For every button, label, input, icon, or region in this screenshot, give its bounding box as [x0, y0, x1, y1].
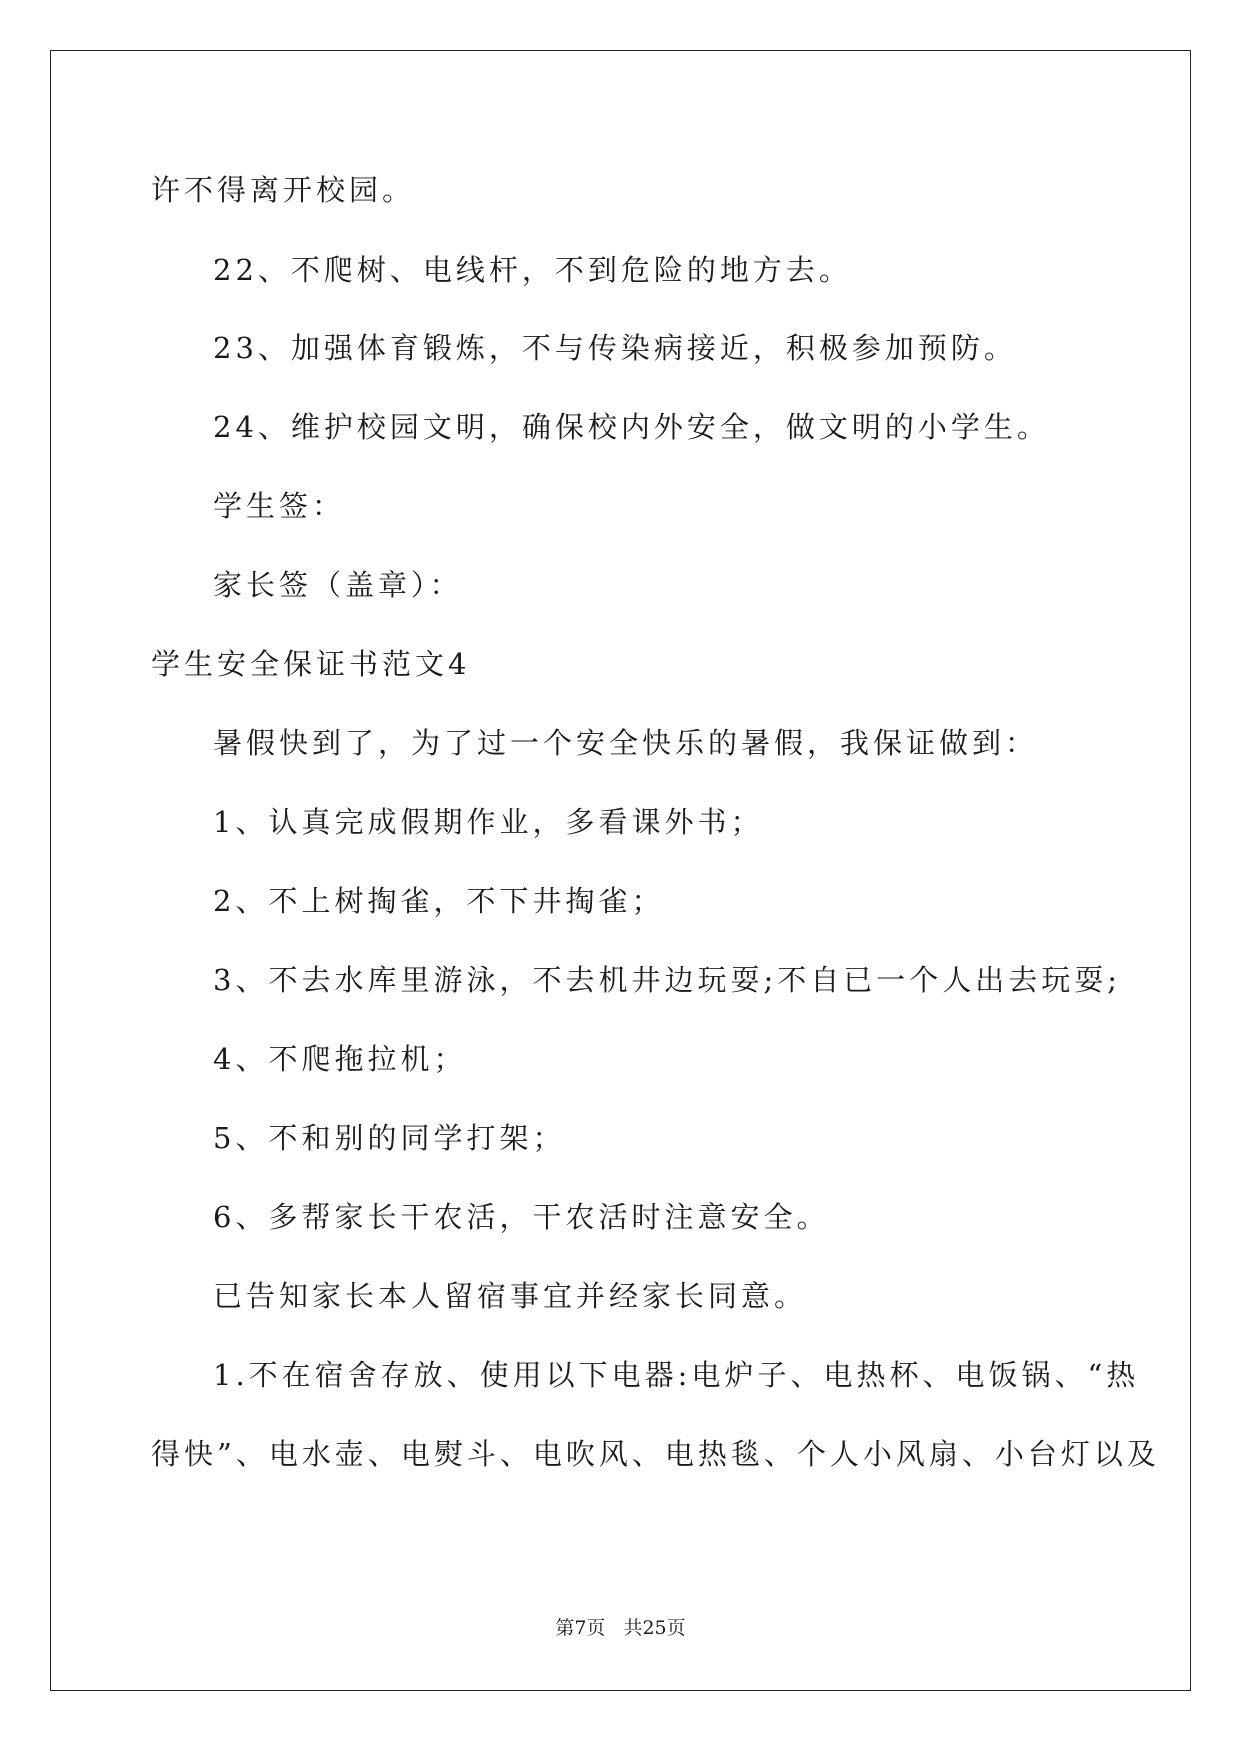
- parent-signature-label: 家长签（盖章）：: [213, 568, 463, 602]
- student-signature-label: 学生签：: [213, 489, 346, 523]
- list-item: 5、不和别的同学打架；: [213, 1121, 566, 1155]
- section-heading: 学生安全保证书范文4: [151, 647, 471, 681]
- list-item: 4、不爬拖拉机；: [213, 1042, 467, 1076]
- paragraph: 暑假快到了，为了过一个安全快乐的暑假，我保证做到：: [213, 726, 1039, 760]
- paragraph: 已告知家长本人留宿事宜并经家长同意。: [213, 1279, 808, 1313]
- list-item: 2、不上树掏雀，不下井掏雀；: [213, 884, 665, 918]
- page-number: 第7页: [555, 1617, 606, 1639]
- list-item: 1、认真完成假期作业，多看课外书；: [213, 805, 764, 839]
- page-total: 共25页: [623, 1617, 686, 1639]
- list-item: 22、不爬树、电线杆，不到危险的地方去。: [213, 253, 852, 287]
- paragraph: 1.不在宿舍存放、使用以下电器:电炉子、电热杯、电饭锅、“热: [213, 1358, 1140, 1392]
- list-item: 3、不去水库里游泳，不去机井边玩耍;不自已一个人出去玩耍;: [213, 963, 1121, 997]
- list-item: 6、多帮家长干农活，干农活时注意安全。: [213, 1200, 830, 1234]
- text-line: 许不得离开校园。: [151, 173, 416, 207]
- list-item: 23、加强体育锻炼，不与传染病接近，积极参加预防。: [213, 331, 1017, 365]
- paragraph-continuation: 得快”、电水壶、电熨斗、电吹风、电热毯、个人小风扇、小台灯以及: [151, 1437, 1160, 1471]
- list-item: 24、维护校园文明，确保校内外安全，做文明的小学生。: [213, 410, 1050, 444]
- page-footer: [0, 1619, 1241, 1638]
